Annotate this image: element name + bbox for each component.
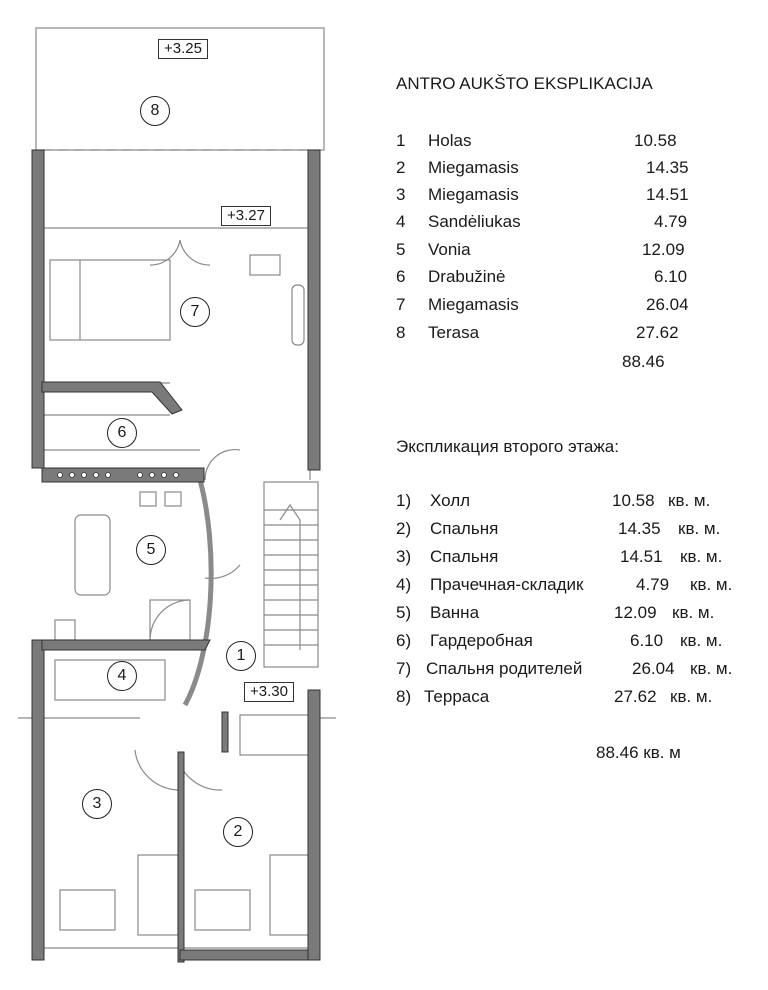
- bed-room2: [270, 855, 310, 935]
- row-name: Miegamasis: [428, 295, 519, 314]
- row-area: 14.51: [620, 547, 663, 566]
- row-area: 6.10: [630, 631, 664, 650]
- row-area: 14.51: [646, 185, 689, 204]
- row-area: 27.62: [636, 323, 679, 342]
- room-marker-5: 5: [136, 535, 166, 565]
- row-num: 2: [396, 158, 406, 177]
- row-unit: кв. м.: [690, 659, 733, 678]
- row-name: Terasa: [428, 323, 480, 342]
- row-name: Терраса: [424, 687, 490, 706]
- row-name: Прачечная-складик: [430, 575, 584, 594]
- curved-wall: [185, 480, 211, 705]
- double-bed: [50, 260, 170, 340]
- row-name: Спальня: [430, 547, 499, 566]
- room-marker-3: 3: [82, 789, 112, 819]
- row-num: 8): [396, 687, 412, 706]
- row-num: 6: [396, 267, 406, 286]
- row-num: 8: [396, 323, 406, 342]
- row-num: 7: [396, 295, 406, 314]
- row-unit: кв. м.: [678, 519, 721, 538]
- row-unit: кв. м.: [672, 603, 715, 622]
- row-name: Miegamasis: [428, 158, 519, 177]
- room-marker-8: 8: [140, 96, 170, 126]
- row-unit: кв. м.: [680, 631, 723, 650]
- row-area: 6.10: [654, 267, 688, 286]
- row-area: 14.35: [618, 519, 661, 538]
- row-name: Sandėliukas: [428, 212, 521, 231]
- shower: [150, 600, 190, 640]
- row-num: 5): [396, 603, 412, 622]
- row-name: Спальня родителей: [426, 659, 583, 678]
- row-area: 10.58: [634, 131, 677, 150]
- row-area: 14.35: [646, 158, 689, 177]
- row-num: 7): [396, 659, 412, 678]
- total-area: 88.46: [622, 352, 665, 371]
- door-swing: [178, 760, 222, 790]
- legend-ru-title: Экспликация второго этажа:: [396, 437, 619, 456]
- row-area: 27.62: [614, 687, 657, 706]
- row-area: 10.58: [612, 491, 655, 510]
- row-unit: кв. м.: [690, 575, 733, 594]
- floor-plan: [0, 0, 340, 990]
- row-name: Холл: [430, 491, 471, 510]
- row-name: Гардеробная: [430, 631, 533, 650]
- row-name: Holas: [428, 131, 472, 150]
- total-area: 88.46 кв. м: [596, 743, 681, 762]
- bed-room3: [138, 855, 178, 935]
- room-marker-7: 7: [180, 297, 210, 327]
- row-num: 6): [396, 631, 412, 650]
- row-num: 2): [396, 519, 412, 538]
- bathtub: [75, 515, 110, 595]
- level-tag-hall: +3.30: [244, 682, 294, 702]
- row-area: 12.09: [642, 240, 685, 259]
- room-marker-4: 4: [107, 661, 137, 691]
- room-marker-6: 6: [107, 418, 137, 448]
- row-unit: кв. м.: [680, 547, 723, 566]
- row-num: 5: [396, 240, 406, 259]
- legend-lt-title: ANTRO AUKŠTO EKSPLIKACIJA: [396, 74, 653, 93]
- row-area: 26.04: [646, 295, 689, 314]
- row-name: Miegamasis: [428, 185, 519, 204]
- row-num: 3): [396, 547, 412, 566]
- row-num: 4: [396, 212, 406, 231]
- level-tag-terrace: +3.25: [158, 39, 208, 59]
- row-unit: кв. м.: [670, 687, 713, 706]
- row-num: 3: [396, 185, 406, 204]
- row-area: 4.79: [654, 212, 688, 231]
- row-area: 12.09: [614, 603, 657, 622]
- row-unit: кв. м.: [668, 491, 711, 510]
- row-name: Спальня: [430, 519, 499, 538]
- row-area: 26.04: [632, 659, 675, 678]
- room-marker-2: 2: [223, 817, 253, 847]
- desk-room3: [60, 890, 115, 930]
- level-tag-bedroom: +3.27: [221, 206, 271, 226]
- row-num: 1: [396, 131, 406, 150]
- row-num: 4): [396, 575, 412, 594]
- row-name: Drabužinė: [428, 267, 506, 286]
- row-name: Vonia: [428, 240, 471, 259]
- row-name: Ванна: [430, 603, 480, 622]
- row-num: 1): [396, 491, 412, 510]
- row-area: 4.79: [636, 575, 670, 594]
- desk-room2: [195, 890, 250, 930]
- room-marker-1: 1: [226, 641, 256, 671]
